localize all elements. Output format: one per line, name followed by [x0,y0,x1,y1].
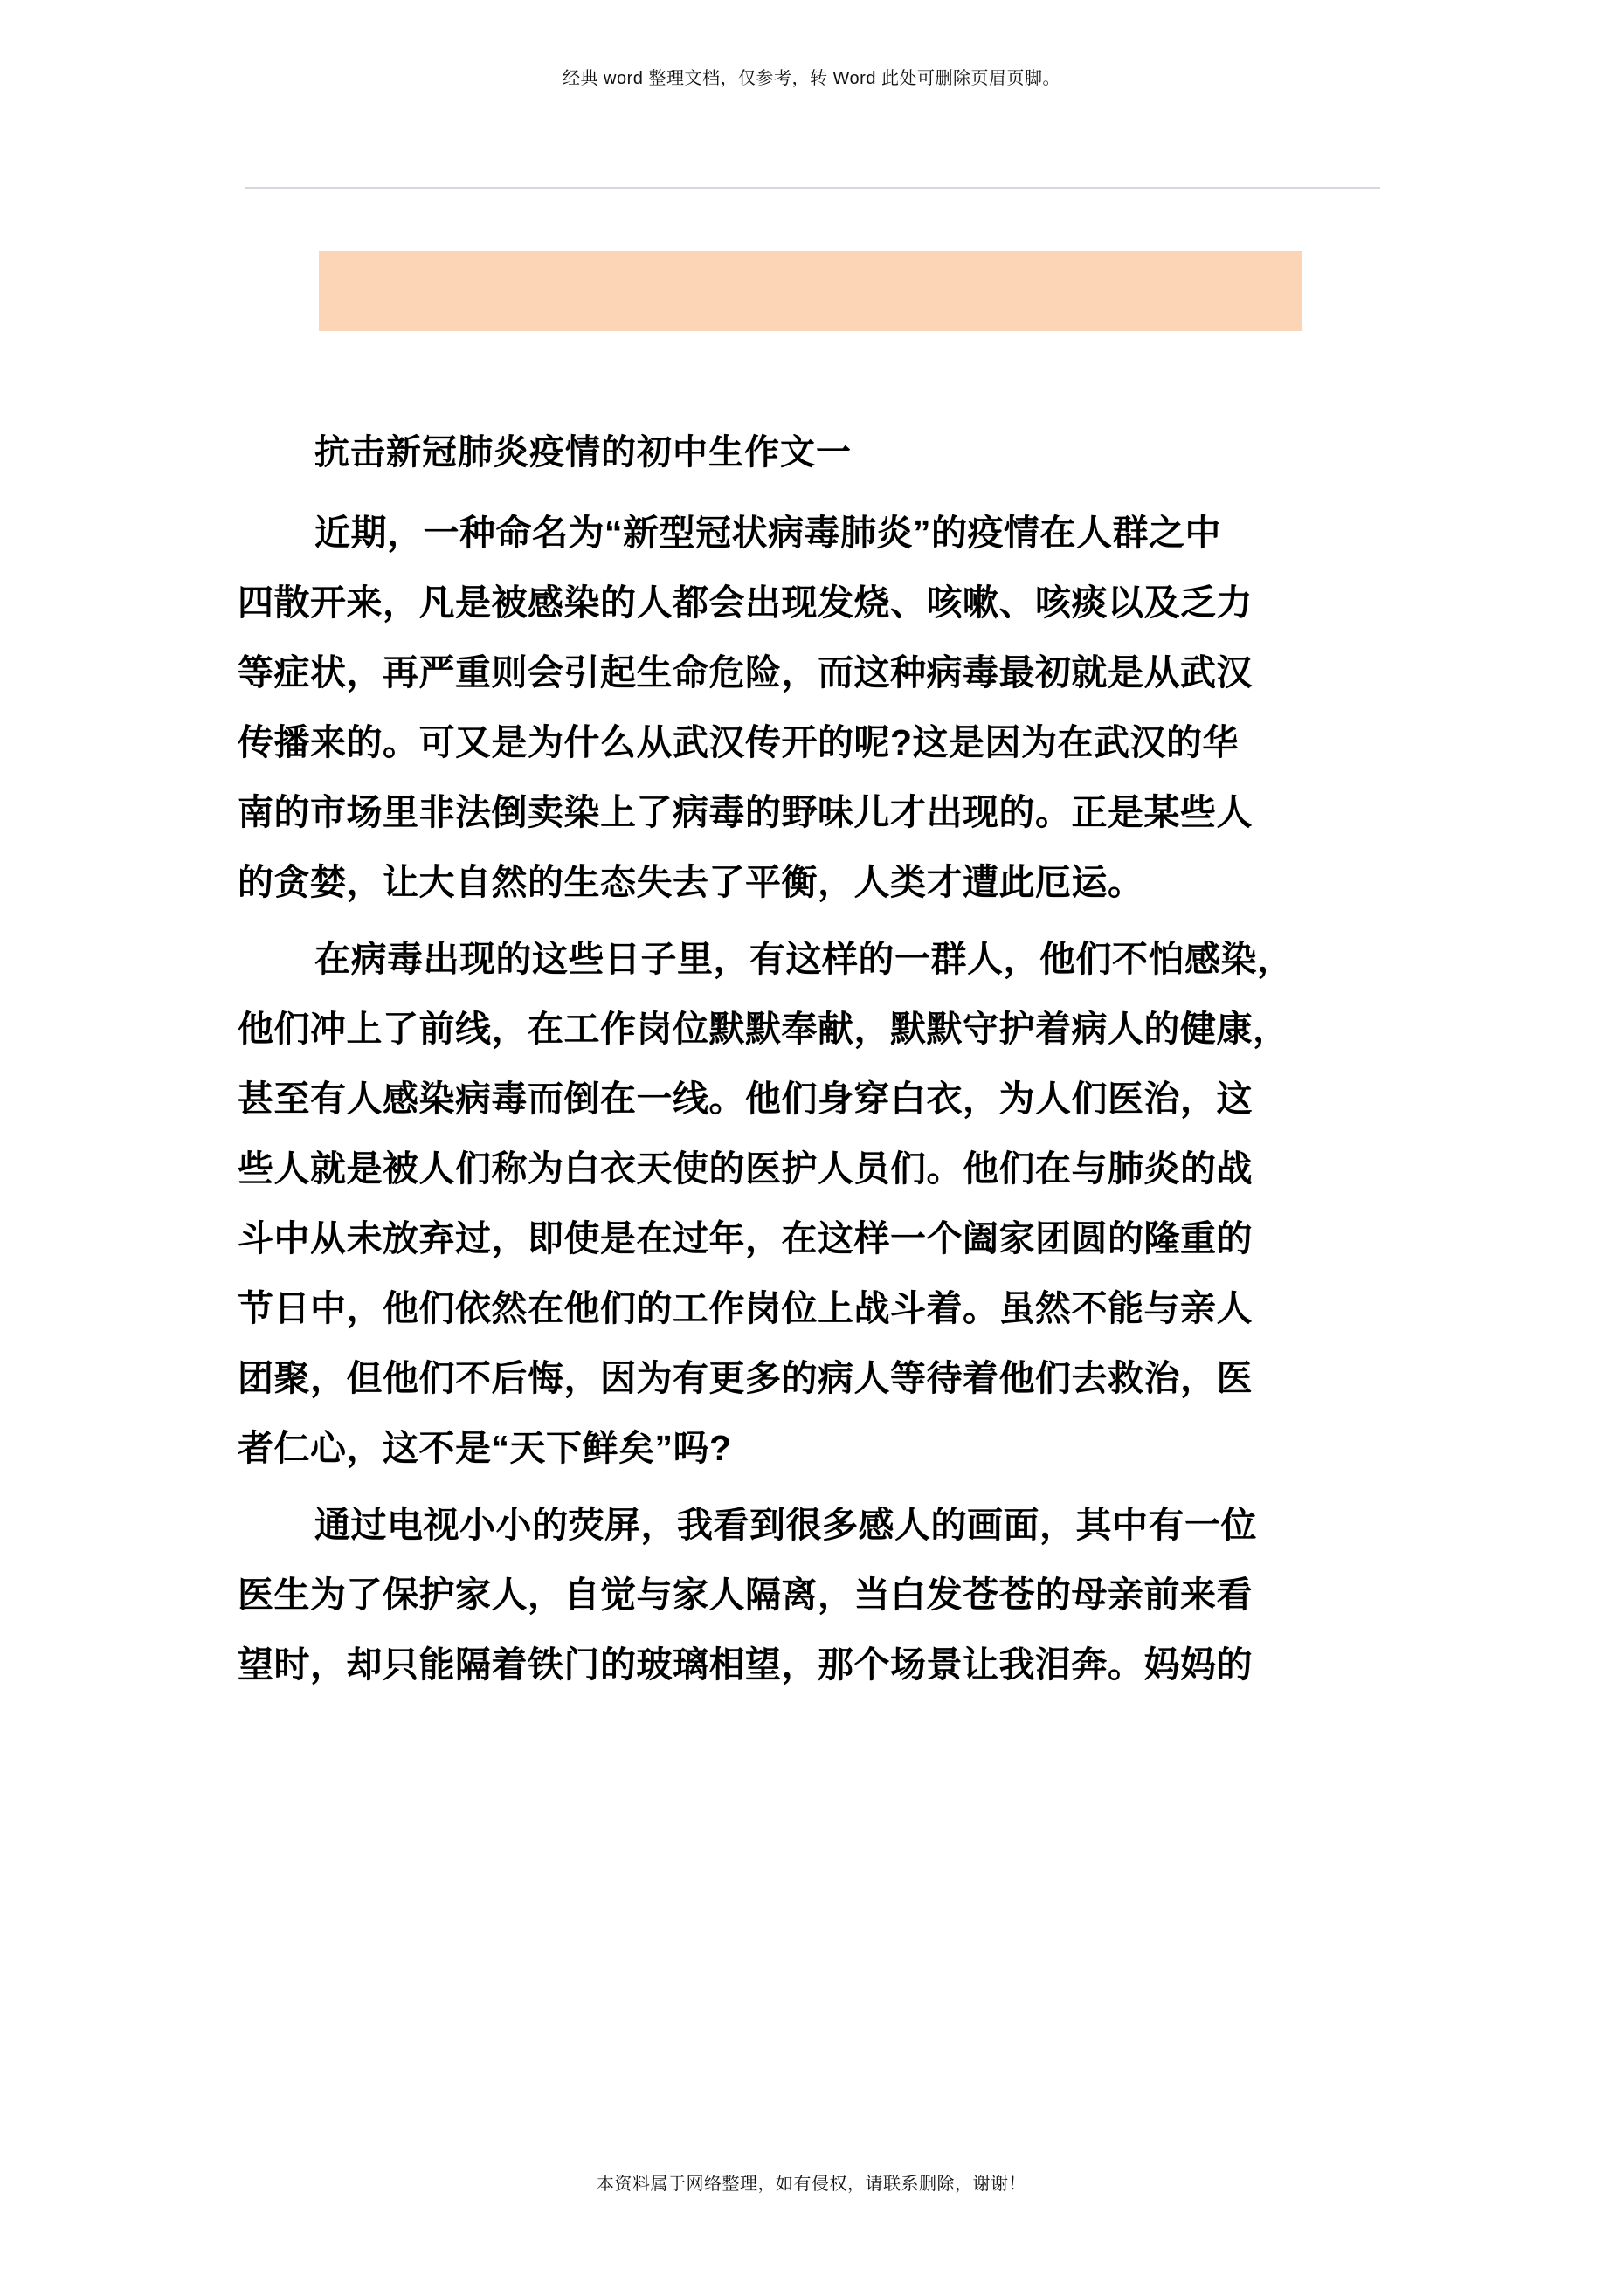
paragraph-line: 甚至有人感染病毒而倒在一线。他们身穿白衣，为人们医治，这 [238,1079,1253,1119]
paragraph-line: 望时，却只能隔着铁门的玻璃相望，那个场景让我泪奔。妈妈的 [238,1644,1253,1685]
paragraph-line: 者仁心，这不是“天下鲜矣”吗? [238,1428,732,1468]
paragraph-line: 传播来的。可又是为什么从武汉传开的呢?这是因为在武汉的华 [238,722,1240,762]
page-header-note: 经典 word 整理文档，仅参考，转 Word 此处可删除页眉页脚。 [563,69,1060,88]
paragraph-line: 的贪婪，让大自然的生态失去了平衡，人类才遭此厄运。 [238,862,1144,902]
paragraph-line: 斗中从未放弃过，即使是在过年，在这样一个阖家团圆的隆重的 [238,1218,1253,1258]
orange-highlight-banner [319,251,1302,331]
page-title: 抗击新冠肺炎疫情的初中生作文一 [314,433,852,472]
paragraph-line: 他们冲上了前线，在工作岗位默默奉献，默默守护着病人的健康， [238,1009,1289,1049]
paragraph-line: 南的市场里非法倒卖染上了病毒的野味儿才出现的。正是某些人 [238,792,1253,832]
body-paragraph-1 [238,498,1373,917]
body-paragraph-3 [238,1490,1373,1700]
paragraph-line: 通过电视小小的荧屏，我看到很多感人的画面，其中有一位 [314,1505,1257,1545]
paragraph-line: 节日中，他们依然在他们的工作岗位上战斗着。虽然不能与亲人 [238,1288,1253,1328]
paragraph-line: 四散开来，凡是被感染的人都会出现发烧、咳嗽、咳痰以及乏力 [238,583,1253,623]
paragraph-line: 近期，一种命名为“新型冠状病毒肺炎”的疫情在人群之中 [314,513,1221,553]
paragraph-line: 等症状，再严重则会引起生命危险，而这种病毒最初就是从武汉 [238,652,1253,693]
paragraph-line: 医生为了保护家人，自觉与家人隔离，当白发苍苍的母亲前来看 [238,1575,1253,1615]
paragraph-line: 在病毒出现的这些日子里，有这样的一群人，他们不怕感染， [314,939,1294,979]
header-divider [245,187,1380,189]
paragraph-line: 团聚，但他们不后悔，因为有更多的病人等待着他们去救治，医 [238,1358,1253,1398]
document-body [238,417,1373,1706]
paragraph-line: 些人就是被人们称为白衣天使的医护人员们。他们在与肺炎的战 [238,1148,1253,1189]
body-paragraph-2 [238,924,1373,1483]
page-footer-note: 本资料属于网络整理，如有侵权，请联系删除，谢谢！ [597,2175,1026,2194]
